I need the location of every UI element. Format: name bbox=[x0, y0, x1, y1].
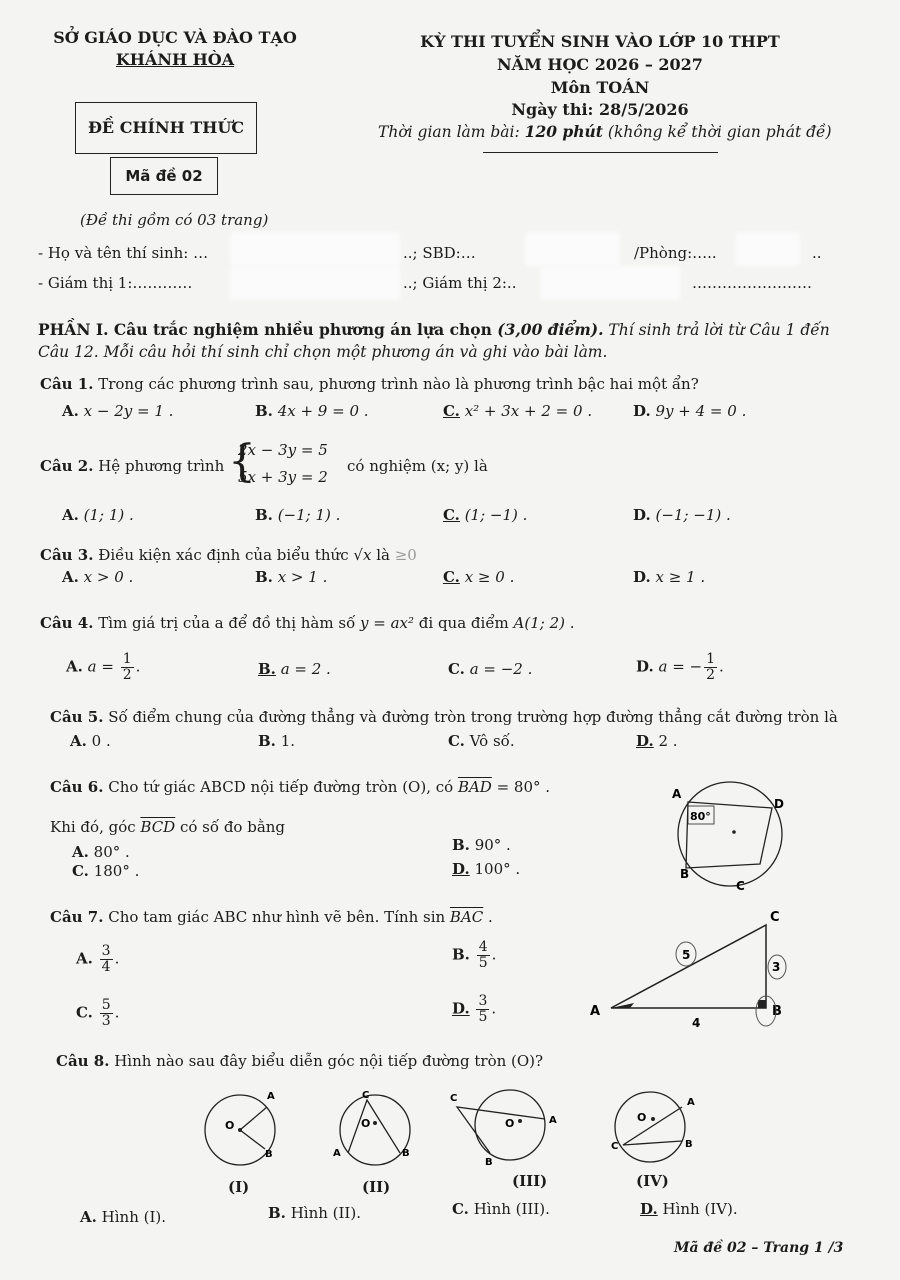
q3-option-b: B. x > 1 . bbox=[255, 568, 328, 586]
q4-option-c: C. a = −2 . bbox=[448, 660, 533, 678]
q6-option-c: C. 180° . bbox=[72, 862, 140, 880]
q4-option-b: B. a = 2 . bbox=[258, 660, 331, 678]
q8-figure-4 bbox=[611, 1092, 695, 1162]
q3-option-d: D. x ≥ 1 . bbox=[633, 568, 706, 586]
q2-tail: có nghiệm (x; y) là bbox=[347, 457, 488, 475]
svg-text:B: B bbox=[265, 1149, 273, 1160]
q7-base-label: 4 bbox=[692, 1016, 701, 1030]
svg-text:O: O bbox=[505, 1117, 515, 1130]
q7-option-b: B. $\frac{4}{5}$ . bbox=[452, 939, 497, 971]
redacted-name bbox=[230, 232, 400, 266]
q6-option-b: B. 90° . bbox=[452, 836, 511, 854]
svg-text:O: O bbox=[637, 1111, 647, 1124]
q8-option-d: D. Hình (IV). bbox=[640, 1200, 738, 1218]
proctor2-dots: …………………… bbox=[692, 274, 812, 292]
q2-option-b: B. (−1; 1) . bbox=[255, 506, 341, 524]
province-name: KHÁNH HÒA bbox=[115, 50, 235, 69]
question-5: Câu 5. Số điểm chung của đường thẳng và đường tròn trong trường hợp đường thẳng cắt đường tròn là bbox=[50, 708, 838, 726]
q2-equation-2: 5x + 3y = 2 bbox=[238, 468, 328, 486]
q7-leg-label: 3 bbox=[772, 960, 781, 974]
q7-option-d: D. $\frac{3}{5}$ . bbox=[452, 993, 497, 1025]
redacted-sbd bbox=[525, 232, 620, 266]
redacted-room bbox=[735, 232, 800, 266]
official-badge: ĐỀ CHÍNH THỨC bbox=[75, 102, 257, 154]
proctor1-label: - Giám thị 1:………… bbox=[38, 274, 193, 292]
q5-option-b: B. 1. bbox=[258, 732, 295, 750]
section1-heading: PHẦN I. Câu trắc nghiệm nhiều phương án lựa chọn (3,00 điểm). Thí sinh trả lời từ Câu 1 đến bbox=[38, 320, 830, 339]
room-end: .. bbox=[812, 244, 822, 262]
svg-text:C: C bbox=[611, 1141, 619, 1152]
q6-figure bbox=[660, 780, 790, 895]
question-8: Câu 8. Hình nào sau đây biểu diễn góc nội tiếp đường tròn (O)? bbox=[56, 1052, 544, 1070]
question-2: Câu 2. Hệ phương trình bbox=[40, 457, 225, 475]
q6-line2: Khi đó, góc $\overline{BCD}$ có số đo bằng bbox=[50, 818, 286, 836]
q7-hyp-label: 5 bbox=[682, 948, 691, 962]
header-divider bbox=[483, 152, 718, 153]
q1-option-c: C. x² + 3x + 2 = 0 . bbox=[443, 402, 593, 420]
q1-option-b: B. 4x + 9 = 0 . bbox=[255, 402, 369, 420]
svg-text:A: A bbox=[549, 1115, 557, 1126]
q6-label-c: C bbox=[736, 879, 745, 893]
handwritten-note: ≥0 bbox=[394, 546, 417, 564]
section1-instructions: Câu 12. Mỗi câu hỏi thí sinh chỉ chọn một phương án và ghi vào bài làm. bbox=[38, 343, 608, 361]
svg-text:B: B bbox=[485, 1157, 493, 1168]
q2-option-c: C. (1; −1) . bbox=[443, 506, 528, 524]
candidate-name-label: - Họ và tên thí sinh: … bbox=[38, 244, 209, 262]
svg-text:O: O bbox=[361, 1117, 371, 1130]
q8-option-b: B. Hình (II). bbox=[268, 1204, 361, 1222]
q6-option-a: A. 80° . bbox=[72, 843, 130, 861]
q8-option-a: A. Hình (I). bbox=[80, 1208, 167, 1226]
q4-option-a: A. a = $\frac{1}{2}$ . bbox=[66, 651, 141, 683]
proctor2-label: ..; Giám thị 2:.. bbox=[403, 274, 517, 292]
q6-option-d: D. 100° . bbox=[452, 860, 521, 878]
exam-year: NĂM HỌC 2026 – 2027 bbox=[497, 55, 703, 74]
q4-option-d: D. a = − $\frac{1}{2}$ . bbox=[636, 651, 724, 683]
q6-label-a: A bbox=[672, 787, 682, 801]
q6-angle-label: 80° bbox=[690, 810, 711, 823]
question-3: Câu 3. Điều kiện xác định của biểu thức √x là ≥0 bbox=[40, 546, 417, 564]
svg-text:A: A bbox=[267, 1091, 275, 1102]
q7-option-c: C. $\frac{5}{3}$ . bbox=[76, 997, 120, 1029]
q8-figure-3 bbox=[450, 1090, 557, 1168]
q7-figure bbox=[586, 905, 796, 1035]
sbd-label: ..; SBD:… bbox=[403, 244, 476, 262]
svg-text:O: O bbox=[225, 1119, 235, 1132]
q8-fig-label-4: (IV) bbox=[636, 1172, 669, 1190]
exam-subject: Môn TOÁN bbox=[550, 78, 650, 97]
q7-label-c: C bbox=[770, 910, 780, 925]
question-4: Câu 4. Tìm giá trị của a để đồ thị hàm số y = ax² đi qua điểm A(1; 2) . bbox=[40, 614, 575, 632]
q2-option-d: D. (−1; −1) . bbox=[633, 506, 731, 524]
department-name: SỞ GIÁO DỤC VÀ ĐÀO TẠO bbox=[53, 28, 297, 47]
q2-equation-1: 2x − 3y = 5 bbox=[238, 441, 328, 459]
exam-title: KỲ THI TUYỂN SINH VÀO LỚP 10 THPT bbox=[420, 32, 780, 51]
question-6: Câu 6. Cho tứ giác ABCD nội tiếp đường tròn (O), có $\overline{BAD} = 80^\circ$ . bbox=[50, 778, 551, 796]
q8-fig-label-2: (II) bbox=[362, 1178, 391, 1196]
q6-label-d: D bbox=[774, 797, 784, 811]
svg-text:C: C bbox=[450, 1093, 458, 1104]
q1-option-d: D. 9y + 4 = 0 . bbox=[633, 402, 747, 420]
q1-option-a: A. x − 2y = 1 . bbox=[62, 402, 174, 420]
exam-date: Ngày thi: 28/5/2026 bbox=[511, 100, 689, 119]
svg-text:A: A bbox=[333, 1148, 341, 1159]
q8-option-c: C. Hình (III). bbox=[452, 1200, 550, 1218]
room-label: /Phòng:….. bbox=[634, 244, 717, 262]
redacted-proctor2 bbox=[540, 266, 680, 300]
exam-duration: Thời gian làm bài: 120 phút (không kể thời gian phát đề) bbox=[378, 122, 832, 141]
q3-option-c: C. x ≥ 0 . bbox=[443, 568, 515, 586]
q3-option-a: A. x > 0 . bbox=[62, 568, 134, 586]
q8-fig-label-1: (I) bbox=[228, 1178, 250, 1196]
q7-option-a: A. $\frac{3}{4}$ . bbox=[76, 943, 120, 975]
question-7: Câu 7. Cho tam giác ABC như hình vẽ bên. Tính $\sin \overline{BAC}$ . bbox=[50, 908, 493, 926]
redacted-proctor1 bbox=[230, 266, 400, 300]
exam-code-badge: Mã đề 02 bbox=[110, 157, 218, 195]
q8-figure-2 bbox=[333, 1090, 410, 1165]
question-1: Câu 1. Trong các phương trình sau, phương trình nào là phương trình bậc hai một ẩn? bbox=[40, 375, 699, 393]
q7-label-a: A bbox=[590, 1004, 601, 1019]
svg-text:A: A bbox=[687, 1097, 695, 1108]
system-brace: { bbox=[228, 436, 256, 487]
q5-option-a: A. 0 . bbox=[70, 732, 111, 750]
q5-option-c: C. Vô số. bbox=[448, 732, 515, 750]
page-count-note: (Đề thi gồm có 03 trang) bbox=[80, 211, 269, 229]
page-footer: Mã đề 02 – Trang 1 /3 bbox=[674, 1240, 844, 1256]
q7-label-b: B bbox=[772, 1004, 782, 1019]
q8-figure-1 bbox=[205, 1091, 275, 1165]
q8-fig-label-3: (III) bbox=[512, 1172, 548, 1190]
q2-option-a: A. (1; 1) . bbox=[62, 506, 134, 524]
svg-text:B: B bbox=[685, 1139, 693, 1150]
q5-option-d: D. 2 . bbox=[636, 732, 678, 750]
svg-text:C: C bbox=[362, 1090, 370, 1101]
q6-label-b: B bbox=[680, 867, 690, 881]
svg-text:B: B bbox=[402, 1148, 410, 1159]
